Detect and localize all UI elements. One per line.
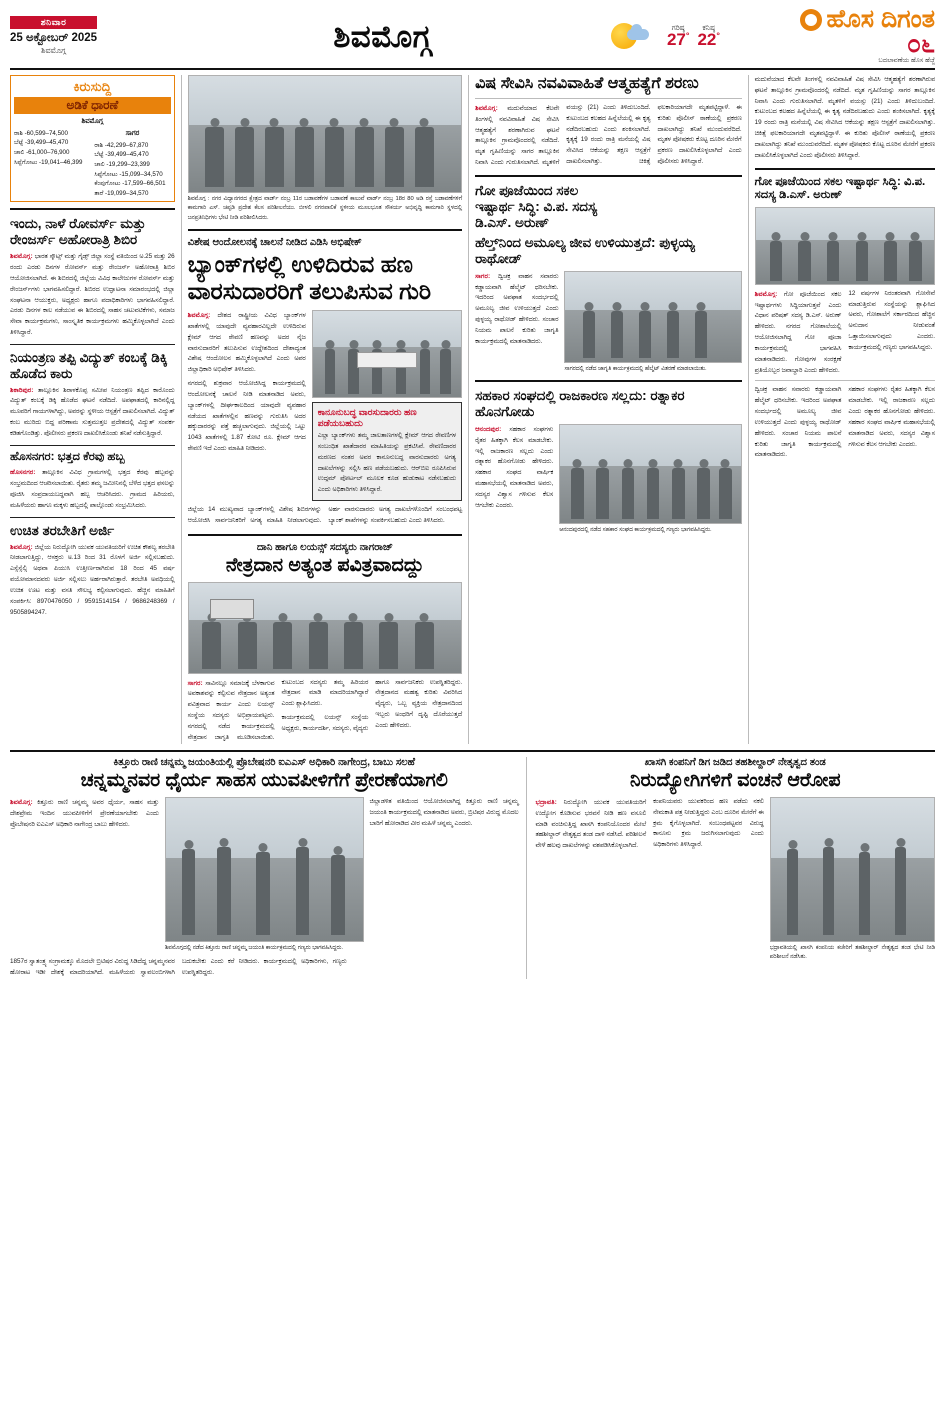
photo-caption-raid: ಭದ್ರಾವತಿಯಲ್ಲಿ ಖಾಸಗಿ ಕಂಪನಿಯ ಕಚೇರಿಗೆ ತಹಶೀಲ್ದಾರ್ ನೇತೃತ್ವದ ತಂಡ ಭೇಟಿ ನೀಡಿ ಪರಿಶೀಲನೆ ನಡೆಸಿತು. [769, 944, 935, 961]
masthead-title: ಶಿವಮೊಗ್ಗ [333, 18, 432, 54]
c1-headline-1: ಇಂದು, ನಾಳೆ ರೋವರ್ಸ್‌ ಮತ್ತು ರೇಂಜರ್ಸ್‌ ಅಹೋರಾತ್ರಿ ಶಿಬಿರ [10, 216, 146, 248]
photo-caption-ward: ಶಿವಮೊಗ್ಗ : ನಗರ ವಿದ್ಯಾನಗರದ ಕ್ಷೇತ್ರದ ವಾರ್ಡ್ ನಂಬ್ರ 11ರ ಬಡಾವಣೆಗಳ ಬಡಾವಣೆ ಕಾಲುವೆ ವಾರ್ಡ್ ನಂಬ್ರ 18ರ 80 ಅಡಿ ರಸ್ತೆ ಬಡಾವಣೆಗಳಿಗೆ ಕಾಮಗಾರಿ ಎಸ್. ಚಪ್ಪಡಿ ಪ್ರದೇಶ ಕೆಲಸ ಪರಿಶೀಲನೆಯು. ಬೀಳಲಿ ನಗರಪಾಲಿಕೆ ಸ್ಥಳೀಯ ಮೂಲಭೂತ ಸೌಕರ್ಯ ಅಭಿವೃದ್ಧಿ ಕಾಮಗಾರಿ ಸ್ಥಳದಲ್ಲಿ ಜನಪ್ರತಿನಿಧಿಗಳು ಭೇಟಿ ನೀಡಿ ಪರಿಶೀಲಿಸಿದರು. [187, 196, 463, 221]
c3b-overflow: ದ್ವಿಚಕ್ರ ವಾಹನ ಸವಾರರು ಕಡ್ಡಾಯವಾಗಿ ಹೆಲ್ಮೆಟ್ ಧರಿಸಬೇಕು. ಇದರಿಂದ ಅಪಘಾತ ಸಂದರ್ಭದಲ್ಲಿ ಅಮೂಲ್ಯ ಜೀವ ಉಳಿಯುತ್ತದೆ ಎಂದು ಪುಳ್ಳಯ್ಯ ರಾಥೋಡ್ ಹೇಳಿದರು. ಸಂಚಾರ ನಿಯಮ ಪಾಲನೆ ಕುರಿತು ಜಾಗೃತಿ ಕಾರ್ಯಕ್ರಮದಲ್ಲಿ ಮಾತನಾಡಿದರು. ಸಹಕಾರ ಸಂಘಗಳು ರೈತರ ಹಿತಕ್ಕಾಗಿ ಕೆಲಸ ಮಾಡಬೇಕು. ಇಲ್ಲಿ ರಾಜಕಾರಣ ಸಲ್ಲದು ಎಂದು ರತ್ನಾಕರ ಹೊನಗೋಡು ಹೇಳಿದರು. ಸಹಕಾರ ಸಂಘದ ವಾರ್ಷಿಕ ಮಹಾಸಭೆಯಲ್ಲಿ ಮಾತನಾಡಿದ ಅವರು, ಸದಸ್ಯರ ವಿಶ್ವಾಸ ಗಳಿಸುವ ಕೆಲಸ ಆಗಬೇಕು ಎಂದರು. [754, 386, 936, 459]
c1-article-1: ಶಿವಮೊಗ್ಗ: ಭಾರತ ಸ್ಕೌಟ್ಸ್ ಮತ್ತು ಗೈಡ್ಸ್ ಜಿಲ್ಲಾ ಸಂಸ್ಥೆ ವತಿಯಿಂದ ಅ.25 ಮತ್ತು 26 ರಂದು ಎರಡು ದಿನಗಳ ರೋವರ್ಸ್ ಮತ್ತು ರೇಂಜರ್ಸ್ ಅಹೋರಾತ್ರಿ ಶಿಬಿರ ಆಯೋಜಿಸಲಾಗಿದೆ. ಈ ಶಿಬಿರದಲ್ಲಿ ಜಿಲ್ಲೆಯ ವಿವಿಧ ಕಾಲೇಜುಗಳ ರೋವರ್ಸ್ ಮತ್ತು ರೇಂಜರ್ಸ್‌ಗಳು ಭಾಗವಹಿಸಲಿದ್ದಾರೆ. ಶಿಬಿರದ ಉದ್ಘಾಟನಾ ಸಮಾರಂಭದಲ್ಲಿ ಜಿಲ್ಲಾ ಸಂಘಟನಾ ಆಯುಕ್ತರು, ಅಧ್ಯಕ್ಷರು ಹಾಗೂ ಪದಾಧಿಕಾರಿಗಳು ಭಾಗವಹಿಸಲಿದ್ದಾರೆ. ಎರಡು ದಿನಗಳ ಕಾಲ ನಡೆಯುವ ಈ ಶಿಬಿರದಲ್ಲಿ ಸಾಹಸ ಚಟುವಟಿಕೆಗಳು, ಸಮಾಜ ಸೇವಾ ಕಾರ್ಯಕ್ರಮಗಳು, ಸಾಂಸ್ಕೃತಿಕ ಕಾರ್ಯಕ್ರಮಗಳು ಹಮ್ಮಿಕೊಳ್ಳಲಾಗಿದೆ ಎಂದು ತಿಳಿಸಿದ್ದಾರೆ. [10, 253, 175, 336]
main-grid [10, 75, 935, 744]
column-4 [755, 75, 935, 744]
brand-logo [720, 7, 935, 65]
photo-caption-chennamma: ಶಿವಮೊಗ್ಗದಲ್ಲಿ ನಡೆದ ಕಿತ್ತೂರು ರಾಣಿ ಚನ್ನಮ್ಮ ಜಯಂತಿ ಕಾರ್ಯಕ್ರಮದಲ್ಲಿ ಗಣ್ಯರು ಭಾಗವಹಿಸಿದ್ದರು. [164, 944, 344, 951]
c1-article-4: ಶಿವಮೊಗ್ಗ: ಜಿಲ್ಲೆಯ ನಿರುದ್ಯೋಗಿ ಯುವಕ ಯುವತಿಯರಿಗೆ ಉಚಿತ ಕೌಶಲ್ಯ ತರಬೇತಿ ನೀಡಲಾಗುತ್ತಿದ್ದು, ಆಸಕ್ತರು ಅ.13 ರಿಂದ 31 ರೊಳಗೆ ಅರ್ಜಿ ಸಲ್ಲಿಸಬಹುದು. ಎಸ್ಸೆಸ್ಸೆಲ್ಸಿ ಅಥವಾ ಪಿಯುಸಿ ಉತ್ತೀರ್ಣರಾಗಿರುವ 18 ರಿಂದ 45 ವರ್ಷ ವಯೋಮಾನದವರು ಅರ್ಜಿ ಸಲ್ಲಿಸಲು ಅರ್ಹರಾಗಿರುತ್ತಾರೆ. ತರಬೇತಿ ಅವಧಿಯಲ್ಲಿ ಉಚಿತ ಊಟ ಮತ್ತು ವಸತಿ ಸೌಲಭ್ಯ ಕಲ್ಪಿಸಲಾಗುವುದು. ಹೆಚ್ಚಿನ ಮಾಹಿತಿಗೆ ಸಂಪರ್ಕಿಸಿ: 8970476050 / 9591514154 / 9686248369 / 9505894247. [10, 543, 175, 616]
masthead-date-block [10, 16, 185, 57]
c1-headline-2: ನಿಯಂತ್ರಣ ತಪ್ಪಿ ವಿದ್ಯುತ್‌ ಕಂಬಕ್ಕೆ ಡಿಕ್ಕಿ ಹೊಡೆದ ಕಾರು [10, 349, 168, 381]
column-1 [10, 75, 175, 744]
photo-caption-helmet: ಸಾಗರದಲ್ಲಿ ನಡೆದ ಜಾಗೃತಿ ಕಾರ್ಯಕ್ರಮದಲ್ಲಿ ಹೆಲ್ಮೆಟ್ ವಿತರಣೆ ಮಾಡಲಾಯಿತು. [564, 365, 707, 372]
page-title [185, 18, 580, 54]
masthead-day: ಶನಿವಾರ [10, 16, 97, 29]
c3b-headline: ಹೆಲ್ತ್‌ನಿಂದ ಅಮೂಲ್ಯ ಜೀವ ಉಳಿಯುತ್ತದೆ: ಪುಳ್ಳಯ್ಯ ರಾಥೋಡ್‌ [475, 234, 695, 266]
bottom-section [10, 750, 935, 979]
c1-headline-4: ಉಚಿತ ತರಬೇತಿಗೆ ಅರ್ಜಿ [10, 522, 115, 538]
bottom-left-kicker: ಕಿತ್ತೂರು ರಾಣಿ ಚನ್ನಮ್ಮ ಜಯಂತಿಯಲ್ಲಿ ಪ್ರೊಬೇಷನರಿ ಐಎಎಸ್‌ ಅಧಿಕಾರಿ ನಾಗೇಂದ್ರ, ಬಾಬು ಸಲಹೆ [113, 756, 415, 768]
c2b-article-body: ಸಾಗರ: ಸಾವಿನಲ್ಲೂ ಸಮಾಜಕ್ಕೆ ಬೆಳಕಾಗುವ ಅವಕಾಶವನ್ನು ಕಲ್ಪಿಸುವ ನೇತ್ರದಾನ ಅತ್ಯಂತ ಪವಿತ್ರವಾದ ಕಾರ್ಯ ಎಂದು ಲಯನ್ಸ್ ಸಂಸ್ಥೆಯ ಸದಸ್ಯರು ಅಭಿಪ್ರಾಯಪಟ್ಟರು. ನಗರದಲ್ಲಿ ನಡೆದ ಕಾರ್ಯಕ್ರಮದಲ್ಲಿ ನೇತ್ರದಾನ ಜಾಗೃತಿ ಮೂಡಿಸಲಾಯಿತು. ಕುಟುಂಬದ ಸದಸ್ಯರು ತಮ್ಮ ಹಿರಿಯರ ನೇತ್ರದಾನ ಮಾಡಿ ಮಾದರಿಯಾಗಿದ್ದಾರೆ ಎಂದು ಶ್ಲಾಘಿಸಿದರು. ಕಾರ್ಯಕ್ರಮದಲ್ಲಿ ಲಯನ್ಸ್ ಸಂಸ್ಥೆಯ ಅಧ್ಯಕ್ಷರು, ಕಾರ್ಯದರ್ಶಿ, ಸದಸ್ಯರು, ವೈದ್ಯರು ಹಾಗೂ ಸಾರ್ವಜನಿಕರು ಉಪಸ್ಥಿತರಿದ್ದರು. ನೇತ್ರದಾನದ ಮಹತ್ವ ಕುರಿತು ವಿವರಿಸಿದ ವೈದ್ಯರು, ಒಬ್ಬ ವ್ಯಕ್ತಿಯ ನೇತ್ರದಾನದಿಂದ ಇಬ್ಬರು ಅಂಧರಿಗೆ ದೃಷ್ಟಿ ದೊರೆಯುತ್ತದೆ ಎಂದು ಹೇಳಿದರು. [187, 678, 463, 741]
brand-tagline: ಬದಲಾವಣೆಯ ಹೊಸ ಹೆಜ್ಜೆ [878, 57, 935, 64]
c3-overflow: ಮದುವೆಯಾದ ಕೆಲವೇ ತಿಂಗಳಲ್ಲಿ ನವವಿವಾಹಿತೆ ವಿಷ ಸೇವಿಸಿ ಆತ್ಮಹತ್ಯೆಗೆ ಶರಣಾಗಿರುವ ಘಟನೆ ತಾಲ್ಲೂಕಿನ ಗ್ರಾಮವೊಂದರಲ್ಲಿ ನಡೆದಿದೆ. ಮೃತ ಗೃಹಿಣಿಯನ್ನು ಸಾಗರ ತಾಲ್ಲೂಕಿನ ನಿವಾಸಿ ಎಂದು ಗುರುತಿಸಲಾಗಿದೆ. ಮೃತಳಿಗೆ ವಯಸ್ಸು (21) ಎಂದು ತಿಳಿದುಬಂದಿದೆ. ಕುಟುಂಬದ ಕಲಹದ ಹಿನ್ನೆಲೆಯಲ್ಲಿ ಈ ಕೃತ್ಯ ನಡೆದಿರಬಹುದು ಎಂದು ಶಂಕಿಸಲಾಗಿದೆ. ಕೃತ್ಯಕ್ಕೆ 19 ರಂದು ರಾತ್ರಿ ಮನೆಯಲ್ಲಿ ವಿಷ ಸೇವಿಸಿದ ಆಕೆಯನ್ನು ತಕ್ಷಣ ಆಸ್ಪತ್ರೆಗೆ ದಾಖಲಿಸಲಾಗಿತ್ತು. ಚಿಕಿತ್ಸೆ ಫಲಕಾರಿಯಾಗದೇ ಮೃತಪಟ್ಟಿದ್ದಾಳೆ. ಈ ಕುರಿತು ಪೊಲೀಸ್ ಠಾಣೆಯಲ್ಲಿ ಪ್ರಕರಣ ದಾಖಲಾಗಿದ್ದು ತನಿಖೆ ಮುಂದುವರೆದಿದೆ. ಮೃತಳ ಪೋಷಕರು ಕೊಟ್ಟ ದೂರಿನ ಮೇರೆಗೆ ಪ್ರಕರಣ ದಾಖಲಿಸಿಕೊಳ್ಳಲಾಗಿದೆ ಎಂದು ಪೊಲೀಸರು ತಿಳಿಸಿದ್ದಾರೆ. [754, 76, 936, 159]
c4-headline: ಗೋ ಪೂಜೆಯಿಂದ ಸಕಲ ಇಷ್ಟಾರ್ಥ ಸಿದ್ಧಿ: ವಿ.ಪ. ಸದಸ್ಯ ಡಿ.ಎಸ್‌. ಅರುಣ್‌ [475, 183, 597, 231]
c3b-article-body: ಸಾಗರ: ದ್ವಿಚಕ್ರ ವಾಹನ ಸವಾರರು ಕಡ್ಡಾಯವಾಗಿ ಹೆಲ್ಮೆಟ್ ಧರಿಸಬೇಕು. ಇದರಿಂದ ಅಪಘಾತ ಸಂದರ್ಭದಲ್ಲಿ ಅಮೂಲ್ಯ ಜೀವ ಉಳಿಯುತ್ತದೆ ಎಂದು ಪುಳ್ಳಯ್ಯ ರಾಥೋಡ್ ಹೇಳಿದರು. ಸಂಚಾರ ನಿಯಮ ಪಾಲನೆ ಕುರಿತು ಜಾಗೃತಿ ಕಾರ್ಯಕ್ರಮದಲ್ಲಿ ಮಾತನಾಡಿದರು. [475, 272, 559, 345]
bottom-right-body: ಭದ್ರಾವತಿ: ನಿರುದ್ಯೋಗಿ ಯುವಕ ಯುವತಿಯರಿಗೆ ಉದ್ಯೋಗ ಕೊಡಿಸುವ ಭರವಸೆ ನೀಡಿ ಹಣ ವಸೂಲಿ ಮಾಡಿ ವಂಚಿಸುತ್ತಿದ್ದ ಖಾಸಗಿ ಕಂಪನಿಯೊಂದರ ಮೇಲೆ ತಹಶೀಲ್ದಾರ್ ನೇತೃತ್ವದ ತಂಡ ದಾಳಿ ನಡೆಸಿದೆ. ಪರಿಶೀಲನೆ ವೇಳೆ ಹಲವು ದಾಖಲೆಗಳನ್ನು ವಶಪಡಿಸಿಕೊಳ್ಳಲಾಗಿದೆ. ಕಂಪನಿಯವರು ಯುವಕರಿಂದ ಹಣ ಪಡೆದು ನಕಲಿ ನೇಮಕಾತಿ ಪತ್ರ ನೀಡುತ್ತಿದ್ದರು ಎಂಬ ದೂರಿನ ಮೇರೆಗೆ ಈ ಕ್ರಮ ಕೈಗೊಳ್ಳಲಾಗಿದೆ. ಸಂಬಂಧಪಟ್ಟವರ ವಿರುದ್ಧ ಕಾನೂನು ಕ್ರಮ ಜರುಗಿಸಲಾಗುವುದು ಎಂದು ಅಧಿಕಾರಿಗಳು ತಿಳಿಸಿದ್ದಾರೆ. [535, 797, 764, 850]
masthead-edition: ಶಿವಮೊಗ್ಗ [41, 46, 66, 56]
brand-mark-icon [800, 9, 822, 31]
temp-min: ಕನಿಷ್ಠ 22° [697, 22, 720, 50]
brand-name: ಹೊಸ ದಿಗಂತ [826, 5, 935, 33]
photo-cow-worship [755, 207, 935, 285]
c2b-kicker: ದಾನಿ ಹಾಗೂ ಲಯನ್ಸ್‌ ಸದಸ್ಯರು ನಾಗರಾಜ್‌ [256, 542, 393, 554]
photo-bank-campaign [312, 310, 462, 398]
c1-article-3: ಹೊಸನಗರ: ತಾಲ್ಲೂಕಿನ ವಿವಿಧ ಗ್ರಾಮಗಳಲ್ಲಿ ಭತ್ತದ ಕೆರವು ಹಬ್ಬವನ್ನು ಸಂಭ್ರಮದಿಂದ ಆಚರಿಸಲಾಯಿತು. ರೈತರು ತಮ್ಮ ಜಮೀನಿನಲ್ಲಿ ಬೆಳೆದ ಭತ್ತದ ಫಸಲನ್ನು ಪೂಜಿಸಿ ಸಂಪ್ರದಾಯಬದ್ಧವಾಗಿ ಹಬ್ಬ ಆಚರಿಸಿದರು. ಗ್ರಾಮದ ಹಿರಿಯರು, ಮಹಿಳೆಯರು ಹಾಗೂ ಮಕ್ಕಳು ಹಬ್ಬದಲ್ಲಿ ಪಾಲ್ಗೊಂಡು ಸಂಭ್ರಮಿಸಿದರು. [10, 469, 175, 509]
brand-page-number: ೦೬ [906, 30, 935, 58]
bottom-left-article [10, 757, 518, 979]
c2-kicker: ವಿಶೇಷ ಆಂದೋಲನಕ್ಕೆ ಚಾಲನೆ ನೀಡಿದ ಎಡಿಸಿ ಅಭಿಷೇಕ್‌ [187, 236, 362, 248]
c1-article-2: ಶಿಕಾರಿಪುರ: ತಾಲ್ಲೂಕಿನ ಶಿರಾಳಕೊಪ್ಪ ಸಮೀಪ ನಿಯಂತ್ರಣ ತಪ್ಪಿದ ಕಾರೊಂದು ವಿದ್ಯುತ್ ಕಂಬಕ್ಕೆ ಡಿಕ್ಕಿ ಹೊಡೆದ ಘಟನೆ ನಡೆದಿದೆ. ಅಪಘಾತದಲ್ಲಿ ಕಾರಿನಲ್ಲಿದ್ದ ಮೂವರಿಗೆ ಗಾಯಗಳಾಗಿದ್ದು, ಅವರನ್ನು ಸ್ಥಳೀಯ ಆಸ್ಪತ್ರೆಗೆ ದಾಖಲಿಸಲಾಗಿದೆ. ವಿದ್ಯುತ್ ಕಂಬ ಮುರಿದು ಬಿದ್ದ ಪರಿಣಾಮ ಸುತ್ತಮುತ್ತಲ ಪ್ರದೇಶದಲ್ಲಿ ವಿದ್ಯುತ್ ಸಂಪರ್ಕ ಕಡಿತಗೊಂಡಿತ್ತು. ಪೊಲೀಸರು ಪ್ರಕರಣ ದಾಖಲಿಸಿಕೊಂಡು ತನಿಖೆ ನಡೆಸುತ್ತಿದ್ದಾರೆ. [10, 386, 175, 437]
c4-article-body: ಶಿವಮೊಗ್ಗ: ಗೋ ಪೂಜೆಯಿಂದ ಸಕಲ ಇಷ್ಟಾರ್ಥಗಳು ಸಿದ್ಧಿಯಾಗುತ್ತವೆ ಎಂದು ವಿಧಾನ ಪರಿಷತ್ ಸದಸ್ಯ ಡಿ.ಎಸ್. ಅರುಣ್ ಹೇಳಿದರು. ನಗರದ ಗೋಶಾಲೆಯಲ್ಲಿ ಆಯೋಜಿಸಲಾಗಿದ್ದ ಗೋ ಪೂಜಾ ಕಾರ್ಯಕ್ರಮದಲ್ಲಿ ಭಾಗವಹಿಸಿ ಮಾತನಾಡಿದರು. ಗೋವುಗಳ ಸಂರಕ್ಷಣೆ ಪ್ರತಿಯೊಬ್ಬರ ಜವಾಬ್ದಾರಿ ಎಂದು ಹೇಳಿದರು. 12 ವರ್ಷಗಳ ನಿರಂತರವಾಗಿ ಗೋಸೇವೆ ಮಾಡುತ್ತಿರುವ ಸಂಸ್ಥೆಯನ್ನು ಶ್ಲಾಘಿಸಿದ ಅವರು, ಗೋಶಾಲೆಗೆ ಸರ್ಕಾರದಿಂದ ಹೆಚ್ಚಿನ ಅನುದಾನ ನೀಡುವಂತೆ ಒತ್ತಾಯಿಸಲಾಗುವುದು ಎಂದರು. ಕಾರ್ಯಕ್ರಮದಲ್ಲಿ ಗಣ್ಯರು ಭಾಗವಹಿಸಿದ್ದರು. [754, 289, 936, 374]
column-2 [188, 75, 462, 744]
photo-eye-donation [188, 582, 462, 674]
c2-main-headline: ಬ್ಯಾಂಕ್‌ಗಳಲ್ಲಿ ಉಳಿದಿರುವ ಹಣ ವಾರಸುದಾರರಿಗೆ ತಲುಪಿಸುವ ಗುರಿ [187, 250, 432, 304]
photo-helmet-distribution [564, 271, 741, 363]
ad-kiru-suddi: ಕಿರುಸುದ್ದಿ ಅಡಿಕೆ ಧಾರಣೆ ಶಿವಮೊಗ್ಗ ರಾಶಿ -60,599–74,500 ಬೆಟ್ಟೆ -39,499–45,470 ಚಾಲಿ -61,000–76,900 ಸಿಪ್ಪೆಗೋಟು -19,041–46,399 ಸಾಗರ ರಾಶಿ -42,299–67,870 ಬೆಟ್ಟೆ -39,499–45,470 ಚಾಲಿ -19,299–23,399 ಸಿಪ್ಪೆಗೋಟು -15,099–34,570 ಕೆಂಪುಗೋಟು -17,599–66,501 ತಾರೆ -19,099–34,570 [10, 75, 175, 202]
c4-headline-dup: ಗೋ ಪೂಜೆಯಿಂದ ಸಕಲ ಇಷ್ಟಾರ್ಥ ಸಿದ್ಧಿ: ವಿ.ಪ. ಸದಸ್ಯ ಡಿ.ಎಸ್‌. ಅರುಣ್‌ [754, 175, 926, 202]
photo-caption-cooperative: ಆನಂದಪುರದಲ್ಲಿ ನಡೆದ ಸಹಕಾರ ಸಂಘದ ಕಾರ್ಯಕ್ರಮದಲ್ಲಿ ಗಣ್ಯರು ಭಾಗವಹಿಸಿದ್ದರು. [559, 526, 712, 533]
weather-widget [580, 23, 720, 49]
bottom-left-headline: ಚನ್ನಮ್ಮನವರ ಧೈರ್ಯ ಸಾಹಸ ಯುವಪೀಳಿಗೆಗೆ ಪ್ರೇರಣೆಯಾಗಲಿ [80, 769, 448, 791]
c2-article-body-1: ಶಿವಮೊಗ್ಗ: ದೇಶದ ರಾಷ್ಟ್ರೀಯ ವಿವಿಧ ಬ್ಯಾಂಕ್‌ಗಳ ಖಾತೆಗಳಲ್ಲಿ ಯಾವುದೇ ವ್ಯವಹಾರವಿಲ್ಲದೇ ಉಳಿದಿರುವ ಕ್ಲೇಮ್ ಆಗದ ಠೇವಣಿ ಹಣವನ್ನು ಅದರ ನೈಜ ವಾರಸುದಾರರಿಗೆ ತಲುಪಿಸುವ ಉದ್ದೇಶದಿಂದ ದೇಶಾದ್ಯಂತ ವಿಶೇಷ ಆಂದೋಲನ ಹಮ್ಮಿಕೊಳ್ಳಲಾಗಿದೆ ಎಂದು ಅಪರ ಜಿಲ್ಲಾಧಿಕಾರಿ ಅಭಿಷೇಕ್ ತಿಳಿಸಿದರು. ನಗರದಲ್ಲಿ ಶುಕ್ರವಾರ ಆಯೋಜಿಸಿದ್ದ ಕಾರ್ಯಕ್ರಮದಲ್ಲಿ ಆಂದೋಲನಕ್ಕೆ ಚಾಲನೆ ನೀಡಿ ಮಾತನಾಡಿದ ಅವರು, ಬ್ಯಾಂಕ್‌ಗಳಲ್ಲಿ ದೀರ್ಘಕಾಲದಿಂದ ಯಾವುದೇ ವ್ಯವಹಾರ ನಡೆಯದ ಖಾತೆಗಳಲ್ಲಿನ ಹಣವನ್ನು ಗುರುತಿಸಿ ಅದರ ಹಕ್ಕುದಾರರನ್ನು ಪತ್ತೆ ಹಚ್ಚಲಾಗುವುದು. ಜಿಲ್ಲೆಯಲ್ಲಿ ಒಟ್ಟು 1043 ಖಾತೆಗಳಲ್ಲಿ 1.87 ಕೋಟಿ ರೂ. ಕ್ಲೇಮ್ ಆಗದ ಠೇವಣಿ ಇದೆ ಎಂದು ಮಾಹಿತಿ ನೀಡಿದರು. [187, 312, 306, 452]
c3c-article-body: ಆನಂದಪುರ: ಸಹಕಾರ ಸಂಘಗಳು ರೈತರ ಹಿತಕ್ಕಾಗಿ ಕೆಲಸ ಮಾಡಬೇಕು. ಇಲ್ಲಿ ರಾಜಕಾರಣ ಸಲ್ಲದು ಎಂದು ರತ್ನಾಕರ ಹೊನಗೋಡು ಹೇಳಿದರು. ಸಹಕಾರ ಸಂಘದ ವಾರ್ಷಿಕ ಮಹಾಸಭೆಯಲ್ಲಿ ಮಾತನಾಡಿದ ಅವರು, ಸದಸ್ಯರ ವಿಶ್ವಾಸ ಗಳಿಸುವ ಕೆಲಸ ಆಗಬೇಕು ಎಂದರು. [475, 425, 554, 509]
c2b-headline: ನೇತ್ರದಾನ ಅತ್ಯಂತ ಪವಿತ್ರವಾದದ್ದು [225, 555, 424, 577]
c3-article-body: ಶಿವಮೊಗ್ಗ: ಮದುವೆಯಾದ ಕೆಲವೇ ತಿಂಗಳಲ್ಲಿ ನವವಿವಾಹಿತೆ ವಿಷ ಸೇವಿಸಿ ಆತ್ಮಹತ್ಯೆಗೆ ಶರಣಾಗಿರುವ ಘಟನೆ ತಾಲ್ಲೂಕಿನ ಗ್ರಾಮವೊಂದರಲ್ಲಿ ನಡೆದಿದೆ. ಮೃತ ಗೃಹಿಣಿಯನ್ನು ಸಾಗರ ತಾಲ್ಲೂಕಿನ ನಿವಾಸಿ ಎಂದು ಗುರುತಿಸಲಾಗಿದೆ. ಮೃತಳಿಗೆ ವಯಸ್ಸು (21) ಎಂದು ತಿಳಿದುಬಂದಿದೆ. ಕುಟುಂಬದ ಕಲಹದ ಹಿನ್ನೆಲೆಯಲ್ಲಿ ಈ ಕೃತ್ಯ ನಡೆದಿರಬಹುದು ಎಂದು ಶಂಕಿಸಲಾಗಿದೆ. ಕೃತ್ಯಕ್ಕೆ 19 ರಂದು ರಾತ್ರಿ ಮನೆಯಲ್ಲಿ ವಿಷ ಸೇವಿಸಿದ ಆಕೆಯನ್ನು ತಕ್ಷಣ ಆಸ್ಪತ್ರೆಗೆ ದಾಖಲಿಸಲಾಗಿತ್ತು. ಚಿಕಿತ್ಸೆ ಫಲಕಾರಿಯಾಗದೇ ಮೃತಪಟ್ಟಿದ್ದಾಳೆ. ಈ ಕುರಿತು ಪೊಲೀಸ್ ಠಾಣೆಯಲ್ಲಿ ಪ್ರಕರಣ ದಾಖಲಾಗಿದ್ದು ತನಿಖೆ ಮುಂದುವರೆದಿದೆ. ಮೃತಳ ಪೋಷಕರು ಕೊಟ್ಟ ದೂರಿನ ಮೇರೆಗೆ ಪ್ರಕರಣ ದಾಖಲಿಸಿಕೊಳ್ಳಲಾಗಿದೆ ಎಂದು ಪೊಲೀಸರು ತಿಳಿಸಿದ್ದಾರೆ. [475, 103, 742, 167]
bottom-right-headline: ನಿರುದ್ಯೋಗಿಗಳಿಗೆ ವಂಚನೆ ಆರೋಪ [629, 769, 841, 791]
column-3 [475, 75, 742, 744]
c1-headline-3: ಹೊಸನಗರ: ಭತ್ತದ ಕೆರವು ಹಬ್ಬ [10, 450, 125, 463]
masthead-date: 25 ಅಕ್ಟೋಬರ್ 2025 [10, 31, 98, 44]
bottom-left-body-1: ಶಿವಮೊಗ್ಗ: ಕಿತ್ತೂರು ರಾಣಿ ಚನ್ನಮ್ಮ ಅವರ ಧೈರ್ಯ, ಸಾಹಸ ಮತ್ತು ದೇಶಪ್ರೇಮ ಇಂದಿನ ಯುವಪೀಳಿಗೆಗೆ ಪ್ರೇರಣೆಯಾಗಬೇಕು ಎಂದು ಪ್ರೊಬೇಷನರಿ ಐಎಎಸ್ ಅಧಿಕಾರಿ ನಾಗೇಂದ್ರ ಬಾಬು ಹೇಳಿದರು. [10, 798, 159, 828]
infobox-unclaimed-deposits: ಕಾನೂನುಬದ್ಧ ವಾರಸುದಾರರು ಹಣ ಪಡೆಯಬಹುದು ಎಲ್ಲಾ ಬ್ಯಾಂಕ್‌ಗಳು ತಮ್ಮ ಜಾಲತಾಣಗಳಲ್ಲಿ ಕ್ಲೇಮ್ ಆಗದ ಠೇವಣಿಗಳ ಸಂಬಂಧಿತ ಖಾತೆದಾರರ ಮಾಹಿತಿಯನ್ನು ಪ್ರಕಟಿಸಿವೆ. ಠೇವಣಿದಾರರ ಮರಣದ ನಂತರ ಅವರ ಕಾನೂನುಬದ್ಧ ವಾರಸುದಾರರು ಅಗತ್ಯ ದಾಖಲೆಗಳನ್ನು ಸಲ್ಲಿಸಿ ಹಣ ಪಡೆಯಬಹುದು. ಆರ್‌ಬಿಐ ರೂಪಿಸಿರುವ ಉದ್ಗಮ್ ಪೋರ್ಟಲ್ ಮೂಲಕ ಕೂಡ ಹುಡುಕಾಟ ನಡೆಸಬಹುದು ಎಂದು ಅಧಿಕಾರಿಗಳು ತಿಳಿಸಿದ್ದಾರೆ. [312, 402, 462, 501]
photo-ward-inspection [188, 75, 462, 193]
bottom-right-article [535, 757, 935, 979]
photo-chennamma-jayanti [165, 797, 364, 942]
areca-rate-table: ಶಿವಮೊಗ್ಗ ರಾಶಿ -60,599–74,500 ಬೆಟ್ಟೆ -39,499–45,470 ಚಾಲಿ -61,000–76,900 ಸಿಪ್ಪೆಗೋಟು -19,041–46,399 ಸಾಗರ ರಾಶಿ -42,299–67,870 ಬೆಟ್ಟೆ -39,499–45,470 ಚಾಲಿ -19,299–23,399 ಸಿಪ್ಪೆಗೋಟು -15,099–34,570 ಕೆಂಪುಗೋಟು -17,599–66,501 ತಾರೆ -19,099–34,570 [14, 118, 166, 197]
bottom-left-body-3: 1857ರ ಸ್ವಾತಂತ್ರ್ಯ ಸಂಗ್ರಾಮಕ್ಕೂ ಮೊದಲೇ ಬ್ರಿಟಿಷರ ವಿರುದ್ಧ ಸಿಡಿದೆದ್ದ ಚನ್ನಮ್ಮನವರ ಹೋರಾಟ ಇಡೀ ದೇಶಕ್ಕೆ ಮಾದರಿಯಾಗಿದೆ. ಮಹಿಳೆಯರು ಸ್ವಾವಲಂಬಿಗಳಾಗಿ ಬದುಕಬೇಕು ಎಂದು ಕರೆ ನೀಡಿದರು. ಕಾರ್ಯಕ್ರಮದಲ್ಲಿ ಅಧಿಕಾರಿಗಳು, ಗಣ್ಯರು ಉಪಸ್ಥಿತರಿದ್ದರು. [10, 958, 347, 977]
bottom-left-body-2: ಜಿಲ್ಲಾಡಳಿತ ವತಿಯಿಂದ ಆಯೋಜಿಸಲಾಗಿದ್ದ ಕಿತ್ತೂರು ರಾಣಿ ಚನ್ನಮ್ಮ ಜಯಂತಿ ಕಾರ್ಯಕ್ರಮದಲ್ಲಿ ಮಾತನಾಡಿದ ಅವರು, ಬ್ರಿಟಿಷರ ವಿರುದ್ಧ ಮೊದಲ ಬಾರಿಗೆ ಹೋರಾಡಿದ ವೀರ ಮಹಿಳೆ ಚನ್ನಮ್ಮ ಎಂದರು. [369, 797, 519, 827]
masthead [10, 5, 935, 70]
temp-max: ಗರಿಷ್ಠ 27° [666, 22, 690, 50]
photo-cooperative-society [559, 424, 741, 524]
c3-headline: ವಿಷ ಸೇವಿಸಿ ನವವಿವಾಹಿತೆ ಆತ್ಮಹತ್ಯೆಗೆ ಶರಣು [475, 75, 699, 92]
bottom-right-kicker: ಖಾಸಗಿ ಕಂಪನಿಗೆ ಡಿಗ ಜಡಿದ ತಹಶೀಲ್ದಾರ್‌ ನೇತೃತ್ವದ ತಂಡ [644, 756, 826, 768]
c3c-headline: ಸಹಕಾರ ಸಂಘದಲ್ಲಿ ರಾಜಕಾರಣ ಸಲ್ಲದು: ರತ್ನಾಕರ ಹೊನಗೋಡು [475, 388, 685, 419]
photo-tahsildar-raid [770, 797, 935, 942]
cloud-icon [627, 29, 649, 40]
c2-article-body-2: ಜಿಲ್ಲೆಯ 14 ಮುಖ್ಯವಾದ ಬ್ಯಾಂಕ್‌ಗಳಲ್ಲಿ ವಿಶೇಷ ಶಿಬಿರಗಳನ್ನು ಆಯೋಜಿಸಿ ಸಾರ್ವಜನಿಕರಿಗೆ ಅಗತ್ಯ ಮಾಹಿತಿ ನೀಡಲಾಗುವುದು. ಅರ್ಹ ವಾರಸುದಾರರು ಅಗತ್ಯ ದಾಖಲೆಗಳೊಂದಿಗೆ ಸಂಬಂಧಪಟ್ಟ ಬ್ಯಾಂಕ್ ಶಾಖೆಗಳನ್ನು ಸಂಪರ್ಕಿಸಬಹುದು ಎಂದು ತಿಳಿಸಿದರು. [187, 506, 463, 524]
